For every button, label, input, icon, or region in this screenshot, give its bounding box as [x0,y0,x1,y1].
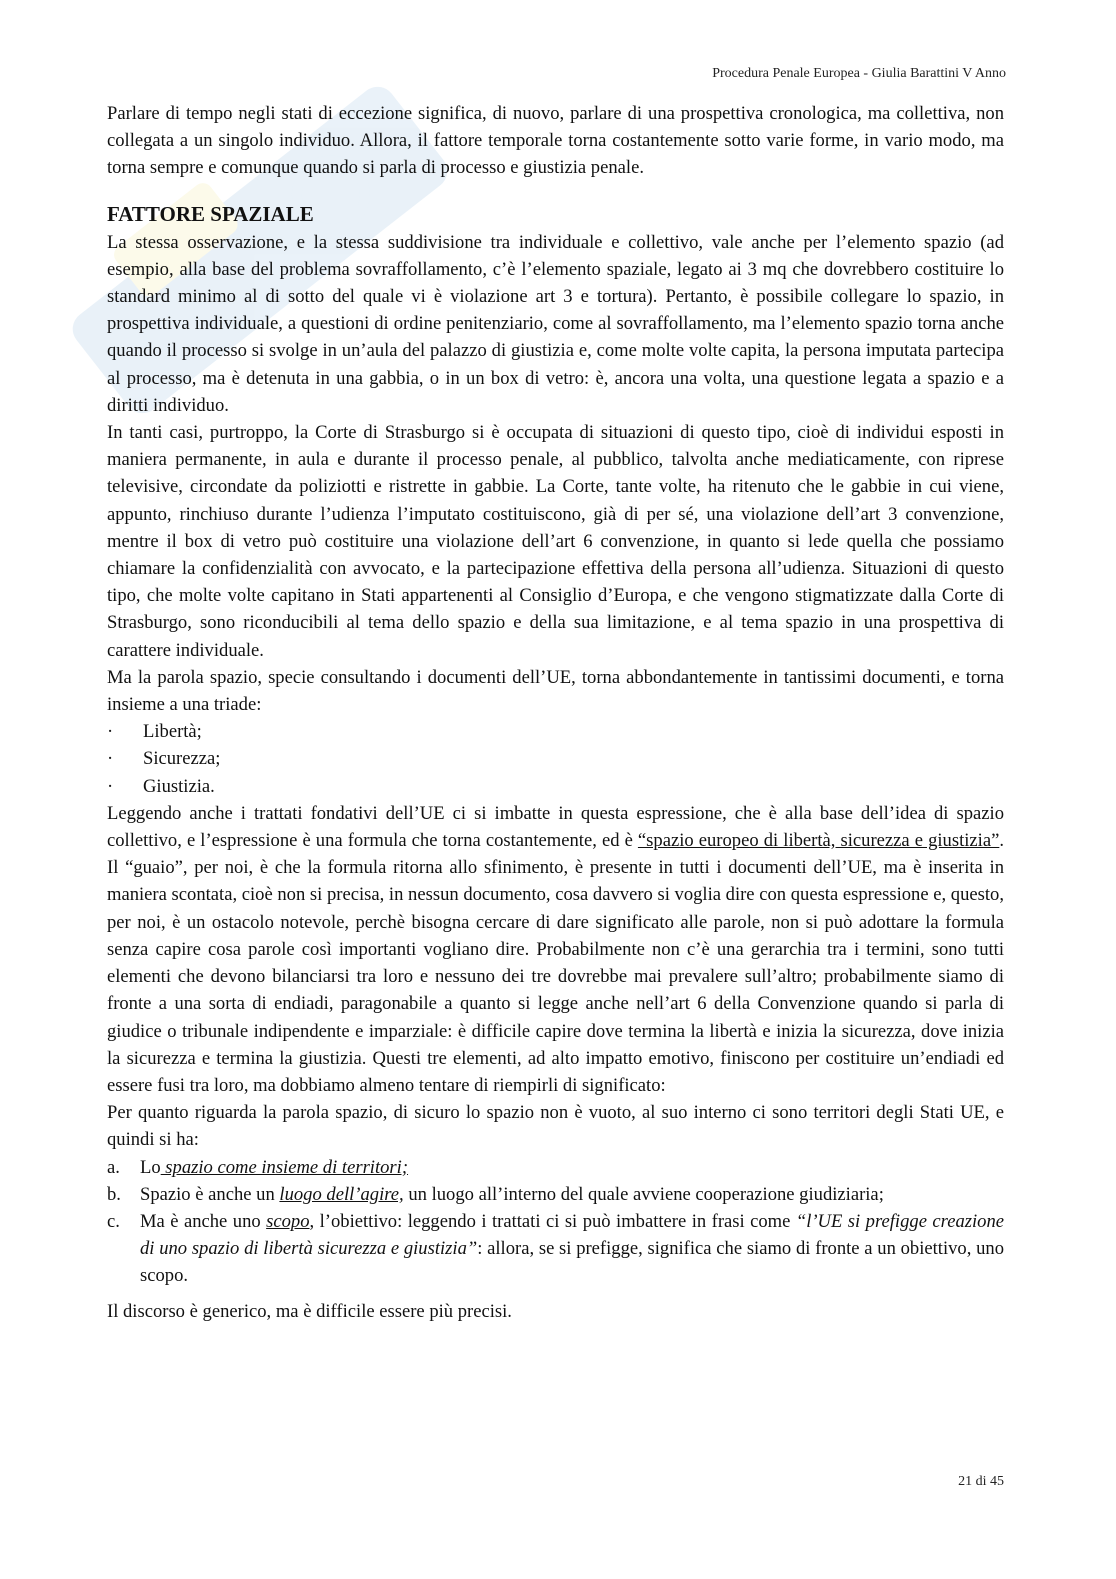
page-header: Procedura Penale Europea - Giulia Barattini V Anno [712,66,1006,81]
list-item [107,773,1004,800]
paragraph-formula: Leggendo anche i trattati fondativi dell’UE ci si imbatte in questa espressione, che è alla base dell’idea di spazio collettivo, e l’espressione è una formula che torna costantemente, ed è “spazio europeo di libertà, sicurezza e giustizia”. Il “guaio”, per noi, è che la formula ritorna allo sfinimento, è presente in tutti i documenti dell’UE, ma è inserita in maniera scontata, cioè non si precisa, in nessun documento, cosa davvero si voglia dire con questa espressione e, questo, per noi, è un ostacolo notevole, perchè bisogna cercare di dare significato alle parole, non si può adottare la formula senza capire cosa parole così importanti vogliano dire. Probabilmente non c’è una gerarchia tra i termini, sono tutti elementi che devono bilanciarsi tra loro e nessuno dei tre dovrebbe mai prevalere sull’altro; probabilmente siamo di fronte a una sorta di endiadi, paragonabile a quanto si legge anche nell’art 6 della Convenzione quando si parla di giudice o tribunale indipendente e imparziale: è difficile capire dove termina la libertà e inizia la sicurezza, dove inizia la sicurezza e termina la giustizia. Questi tre elementi, ad alto impatto emotivo, finiscono per costituire un’endiadi ed essere fusi tra loro, ma dobbiamo almeno tentare di riempirli di significato: [107,802,1004,1096]
intro-paragraph: Parlare di tempo negli stati di eccezione significa, di nuovo, parlare di una prospettiva cronologica, ma collettiva, non collegata a un singolo individuo. Allora, il fattore temporale torna costantemente sotto varie forme, in vario modo, ma torna sempre e comunque quando si parla di processo e giustizia penale. [107,103,1004,179]
formula-quote: “spazio europeo di libertà, sicurezza e giustizia” [637,830,1000,852]
list-item: b. Spazio è anche un luogo dell’agire, un luogo all’interno del quale avviene cooperazione giudiziaria; [107,1181,1004,1208]
list-item: a. Lo spazio come insieme di territori; [107,1154,1004,1181]
section-title: FATTORE SPAZIALE [107,201,314,226]
triad-item: Giustizia. [143,775,215,797]
quoted-phrase: “l’UE si prefigge creazione di uno spazio di libertà sicurezza e giustizia” [140,1210,1004,1260]
document-body [107,100,1004,1325]
list-marker: c. [107,1210,120,1232]
list-marker: b. [107,1183,121,1205]
emphasis: luogo dell’agire, [279,1183,404,1205]
list-item: c. Ma è anche uno scopo, l’obiettivo: leggendo i trattati ci si può imbattere in frasi come “l’UE si prefigge creazione di uno spazio di libertà sicurezza e giustizia”: allora, se si prefigge, significa che siamo di fronte a un obiettivo, uno scopo. [107,1208,1004,1290]
emphasis: spazio come insieme di territori; [160,1156,409,1178]
triad-item: Libertà; [143,721,202,743]
triad-item: Sicurezza; [143,748,221,770]
list-item [107,718,1004,745]
page-number: 21 di 45 [958,1474,1004,1489]
emphasis: scopo [266,1210,310,1232]
paragraph-spazio-individuale: La stessa osservazione, e la stessa suddivisione tra individuale e collettivo, vale anche per l’elemento spazio (ad esempio, alla base del problema sovraffollamento, c’è l’elemento spaziale, legato ai 3 mq che dovrebbero costituire lo standard minimo al di sotto del quale vi è violazione art 3 e tortura). Pertanto, è possibile collegare lo spazio, in prospettiva individuale, a questioni di ordine penitenziario, come al sovraffollamento, ma l’elemento spazio torna anche quando il processo si svolge in un’aula del palazzo di giustizia e, come molte volte capita, la persona imputata partecipa al processo, ma è detenuta in una gabbia, o in un box di vetro: è, ancora una volta, una questione legata a spazio e a diritti individuo. [107,231,1004,416]
paragraph-triade: Ma la parola spazio, specie consultando i documenti dell’UE, torna abbondantemente in tantissimi documenti, e torna insieme a una triade: [107,666,1004,716]
bullet-mark: · [107,721,114,743]
bullet-mark: · [107,748,114,770]
list-item [107,745,1004,772]
paragraph-spazio-territori: Per quanto riguarda la parola spazio, di sicuro lo spazio non è vuoto, al suo interno ci sono territori degli Stati UE, e quindi si ha: [107,1102,1004,1151]
paragraph-corte-strasburgo: In tanti casi, purtroppo, la Corte di Strasburgo si è occupata di situazioni di questo tipo, cioè di individui esposti in maniera permanente, in aula e durante il processo penale, al pubblico, talvolta anche mediaticamente, con riprese televisive, circondate da poliziotti e ristrette in gabbie. La Corte, tante volte, ha ritenuto che le gabbie in cui viene, appunto, rinchiuso durante l’udienza l’imputato costituiscono, già di per sé, una violazione dell’art 3 convenzione, mentre il box di vetro può costituire una violazione dell’art 6 convenzione, in quanto si lede quella che possiamo chiamare la confidenzialità con avvocato, e la partecipazione effettiva della persona all’udienza. Situazioni di questo tipo, che molte volte capitano in Stati appartenenti al Consiglio d’Europa, e che vengono stigmatizzate dalla Corte di Strasburgo, sono riconducibili al tema dello spazio e della sua limitazione, e al tema spazio in una prospettiva di carattere individuale. [107,422,1004,661]
bullet-mark: · [107,775,114,797]
list-marker: a. [107,1156,120,1178]
closing-paragraph: Il discorso è generico, ma è difficile essere più precisi. [107,1300,512,1322]
